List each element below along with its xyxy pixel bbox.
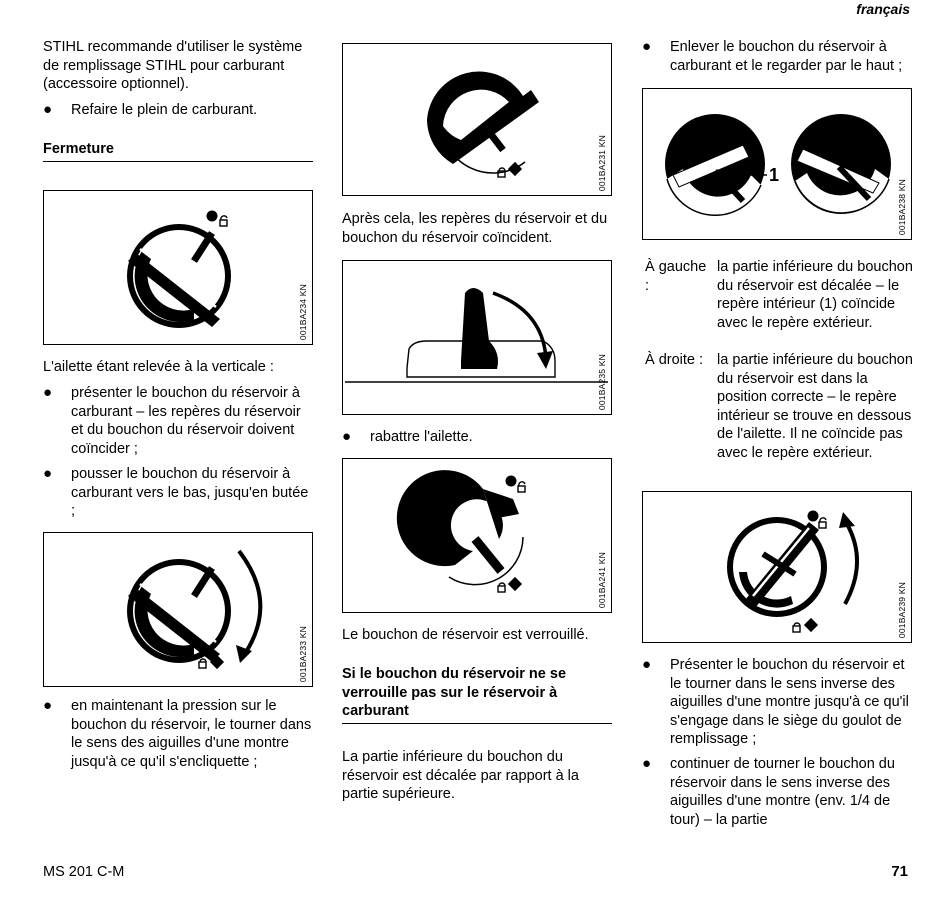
definition-desc: la partie inférieure du bouchon du réservoir est décalée – le repère intérieur (1) coïncide avec le repère extérieur.	[717, 259, 913, 331]
bullet-icon: ●	[342, 428, 352, 445]
heading-not-locked: Si le bouchon du réservoir ne se verrouille pas sur le réservoir à carburant	[342, 665, 612, 724]
cap-diagram-icon	[643, 492, 910, 641]
bullet-refill	[43, 101, 316, 120]
paragraph-offset: La partie inférieure du bouchon du réservoir est décalée par rapport à la partie supérieure.	[342, 749, 579, 802]
bullet-turn	[43, 697, 316, 771]
bullet-icon: ●	[43, 697, 53, 714]
intro-paragraph: STIHL recommande d'utiliser le système de remplissage STIHL pour carburant (accessoire optionnel).	[43, 39, 303, 92]
figure-cap-closing-1	[43, 190, 313, 345]
bullet-text: pousser le bouchon du réservoir à carburant vers le bas, jusqu'en butée ;	[71, 466, 309, 519]
figure-code: 001BA231 KN	[597, 134, 607, 191]
paragraph-locked: Le bouchon de réservoir est verrouillé.	[342, 627, 589, 643]
bullet-icon: ●	[43, 101, 53, 118]
bullet-text: rabattre l'ailette.	[370, 429, 473, 445]
bullet-fold	[342, 428, 615, 447]
definition-term: À droite :	[645, 352, 704, 368]
figure-code: 001BA234 KN	[298, 283, 308, 340]
cap-diagram-icon	[44, 533, 311, 685]
paragraph-ailette: L'ailette étant relevée à la verticale :	[43, 359, 274, 375]
figure-cap-folded	[342, 458, 612, 613]
paragraph-after-marks: Après cela, les repères du réservoir et du bouchon du réservoir coïncident.	[342, 211, 608, 246]
bullet-text: Enlever le bouchon du réservoir à carburant et le regarder par le haut ;	[670, 39, 903, 74]
definition-left	[645, 258, 920, 348]
bullet-text: continuer de tourner le bouchon du réservoir dans le sens inverse des aiguilles d'une montre (env. 1/4 de tour) – la partie	[670, 756, 895, 828]
cap-diagram-icon	[44, 191, 311, 343]
footer-model: MS 201 C-M	[43, 864, 125, 880]
cap-diagram-icon	[343, 459, 610, 611]
bullet-icon: ●	[642, 755, 652, 772]
figure-cap-turning	[43, 532, 313, 687]
figure-code: 001BA241 KN	[597, 551, 607, 608]
figure-two-caps	[642, 88, 912, 240]
figure-code: 001BA239 KN	[897, 581, 907, 638]
bullet-text: Refaire le plein de carburant.	[71, 102, 258, 118]
bullet-icon: ●	[642, 38, 652, 55]
bullet-present	[43, 384, 316, 458]
definition-right	[645, 351, 920, 481]
cap-diagram-icon	[343, 44, 610, 194]
bullet-text: en maintenant la pression sur le bouchon du réservoir, le tourner dans le sens des aiguilles d'une montre jusqu'à ce qu'il s'encliquette ;	[71, 698, 312, 770]
bullet-icon: ●	[43, 384, 53, 401]
bullet-present-reverse	[642, 656, 915, 749]
bullet-push	[43, 465, 316, 521]
page-number: 71	[891, 863, 908, 880]
figure-cap-locked-marks	[342, 43, 612, 196]
bullet-icon: ●	[43, 465, 53, 482]
bullet-continue	[642, 755, 915, 829]
figure-cap-reverse	[642, 491, 912, 643]
figure-code: 001BA238 KN	[897, 178, 907, 235]
bullet-text: Présenter le bouchon du réservoir et le tourner dans le sens inverse des aiguilles d'une montre jusqu'à ce qu'il s'engage dans le siège du goulot de remplissage ;	[670, 657, 909, 747]
language-label: français	[856, 1, 910, 17]
bullet-remove	[642, 38, 915, 75]
definition-desc: la partie inférieure du bouchon du réservoir est dans la position correcte – le repère intérieur se trouve en dessous de l'ailette. Il ne coïncide pas avec le repère extérieur.	[717, 352, 913, 461]
bullet-icon: ●	[642, 656, 652, 673]
cap-side-view-icon	[343, 261, 610, 413]
figure-side-view	[342, 260, 612, 415]
bullet-text: présenter le bouchon du réservoir à carburant – les repères du réservoir et du bouchon du réservoir doivent coïncider ;	[71, 385, 301, 457]
figure-code: 001BA235 KN	[597, 353, 607, 410]
heading-fermeture: Fermeture	[43, 140, 313, 162]
callout-label: 1	[769, 165, 780, 185]
two-caps-diagram-icon	[643, 89, 910, 238]
figure-code: 001BA233 KN	[298, 625, 308, 682]
definition-term: À gauche :	[645, 259, 707, 294]
